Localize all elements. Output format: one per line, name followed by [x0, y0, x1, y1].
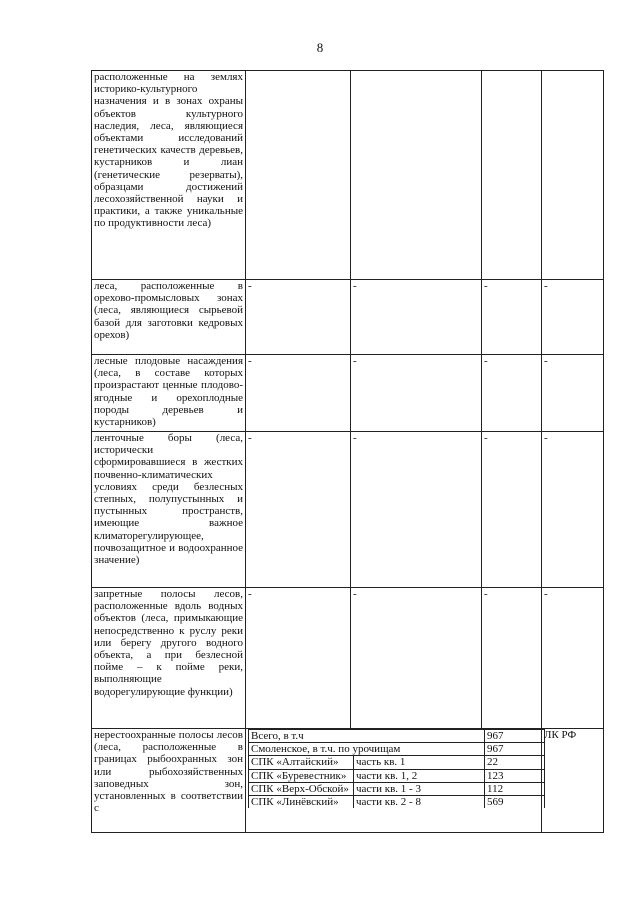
cell: - — [246, 280, 351, 355]
cell: - — [246, 432, 351, 588]
breakdown-row — [249, 756, 545, 769]
cell: - — [542, 355, 604, 432]
cell — [482, 71, 542, 280]
breakdown-row — [249, 743, 545, 756]
row-description: нерестоохранные полосы лесов (леса, расположенные в границах рыбоохранных зон или рыбохозяйственных заповедных зон, установленных в соответствии с — [92, 729, 246, 833]
table-row — [92, 588, 604, 729]
page-number: 8 — [316, 40, 324, 55]
breakdown-quarter: части кв. 2 - 8 — [354, 796, 485, 809]
cell: - — [542, 280, 604, 355]
breakdown-value: 123 — [485, 769, 545, 782]
table-row — [92, 432, 604, 588]
cell: - — [246, 355, 351, 432]
cell: - — [482, 432, 542, 588]
row-description: запретные полосы лесов, расположенные вдоль водных объектов (леса, примыкающие непосредственно к руслу реки или берегу другого водного объекта, а при безлесной пойме – к пойме реки, выполняющие водорегулирующие функции) — [92, 588, 246, 729]
cell — [351, 71, 482, 280]
breakdown-value: 569 — [485, 796, 545, 809]
breakdown-quarter: части кв. 1 - 3 — [354, 782, 485, 795]
cell: - — [482, 588, 542, 729]
table-row — [92, 280, 604, 355]
breakdown-label: СПК «Алтайский» — [249, 756, 354, 769]
cell: - — [351, 280, 482, 355]
breakdown-row — [249, 782, 545, 795]
breakdown-table — [248, 729, 545, 808]
breakdown-row — [249, 796, 545, 809]
row-description: леса, расположенные в орехово-промысловых зонах (леса, являющиеся сырьевой базой для заготовки кедровых орехов) — [92, 280, 246, 355]
breakdown-cell — [246, 729, 542, 833]
table-row — [92, 355, 604, 432]
row-description: ленточные боры (леса, исторически сформировавшиеся в жестких почвенно-климатических условиях среди безлесных степных, полупустынных и пустынных пространств, имеющие важное климаторегулирующее, почвозащитное и водоохранное значение) — [92, 432, 246, 588]
cell: - — [482, 355, 542, 432]
breakdown-quarter: часть кв. 1 — [354, 756, 485, 769]
breakdown-value: 967 — [485, 730, 545, 743]
breakdown-value: 967 — [485, 743, 545, 756]
cell: - — [542, 588, 604, 729]
breakdown-label: СПК «Буревестник» — [249, 769, 354, 782]
breakdown-label: Смоленское, в т.ч. по урочищам — [249, 743, 485, 756]
table-row — [92, 71, 604, 280]
cell: - — [542, 432, 604, 588]
legal-basis-cell: ЛК РФ — [542, 729, 604, 833]
cell — [542, 71, 604, 280]
cell: - — [246, 588, 351, 729]
cell: - — [351, 355, 482, 432]
forest-table — [91, 70, 604, 833]
cell: - — [482, 280, 542, 355]
cell: - — [351, 588, 482, 729]
row-description: расположенные на землях историко-культурного назначения и в зонах охраны объектов культурного наследия, леса, являющиеся объектами исследований генетических качеств деревьев, кустарников и лиан (генетические резерваты), образцами достижений лесохозяйственной науки и практики, а также уникальные по продуктивности леса) — [92, 71, 246, 280]
breakdown-label: Всего, в т.ч — [249, 730, 485, 743]
cell: - — [351, 432, 482, 588]
breakdown-label: СПК «Верх-Обской» — [249, 782, 354, 795]
row-description: лесные плодовые насаждения (леса, в составе которых произрастают ценные плодово-ягодные и орехоплодные породы деревьев и кустарников) — [92, 355, 246, 432]
cell — [246, 71, 351, 280]
breakdown-row — [249, 769, 545, 782]
breakdown-value: 22 — [485, 756, 545, 769]
breakdown-label: СПК «Линёвский» — [249, 796, 354, 809]
table-row — [92, 729, 604, 833]
breakdown-value: 112 — [485, 782, 545, 795]
breakdown-row — [249, 730, 545, 743]
breakdown-quarter: части кв. 1, 2 — [354, 769, 485, 782]
